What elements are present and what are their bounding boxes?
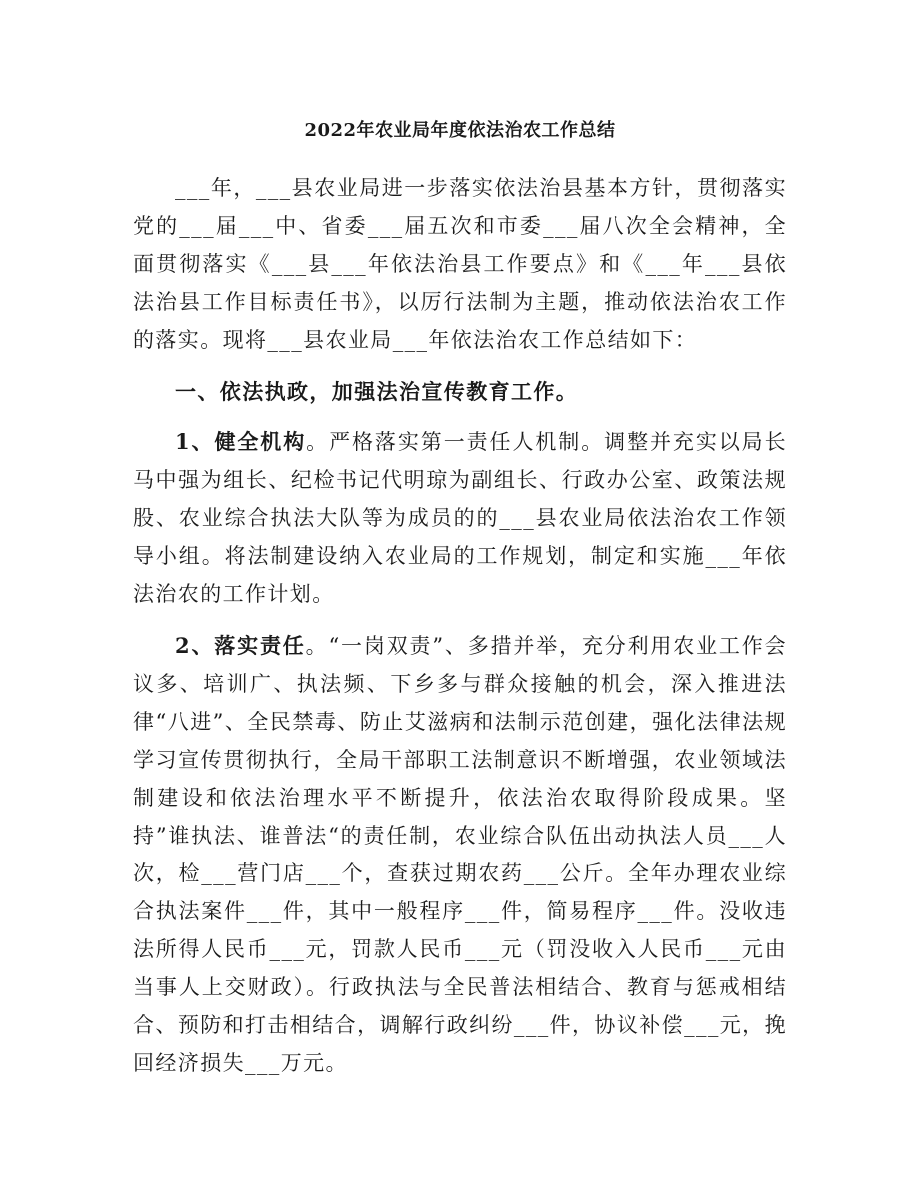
item-1-lead: 1、健全机构	[175, 429, 307, 455]
document-body	[133, 170, 787, 1083]
document-title: 2022年农业局年度依法治农工作总结	[304, 120, 616, 141]
item-2-text: 。“一岗双责”、多措并举，充分利用农业工作会议多、培训广、执法频、下乡多与群众接触的机会，深入推进法律“八进”、全民禁毒、防止艾滋病和法制示范创建，强化法律法规学习宣传贯彻执行，全局干部职工法制意识不断增强，农业领域法制建设和依法治理水平不断提升，依法治农取得阶段成果。坚持”谁执法、谁普法“的责任制，农业综合队伍出动执法人员___人次，检___营门店___个，查获过期农药___公斤。全年办理农业综合执法案件___件，其中一般程序___件，简易程序___件。没收违法所得人民币___元，罚款人民币___元（罚没收入人民币___元由当事人上交财政）。行政执法与全民普法相结合、教育与惩戒相结合、预防和打击相结合，调解行政纠纷___件，协议补偿___元，挽回经济损失___万元。	[133, 633, 787, 1075]
section-heading: 一、依法执政，加强法治宣传教育工作。	[175, 378, 579, 404]
item-1-text: 。严格落实第一责任人机制。调整并充实以局长马中强为组长、纪检书记代明琼为副组长、行政办公室、政策法规股、农业综合执法大队等为成员的的___县农业局依法治农工作领导小组。将法制建设纳入农业局的工作规划，制定和实施___年依法治农的工作计划。	[133, 430, 787, 607]
item-2-paragraph	[133, 627, 787, 1083]
item-1-paragraph	[133, 423, 787, 614]
item-2-lead: 2、落实责任	[175, 632, 306, 658]
intro-paragraph: ___年，___县农业局进一步落实依法治县基本方针，贯彻落实党的___届___中、省委___届五次和市委___届八次全会精神，全面贯彻落实《___县___年依法治县工作要点》和《___年___县依法治县工作目标责任书》，以厉行法制为主题，推动依法治农工作的落实。现将___县农业局___年依法治农工作总结如下：	[133, 176, 787, 352]
